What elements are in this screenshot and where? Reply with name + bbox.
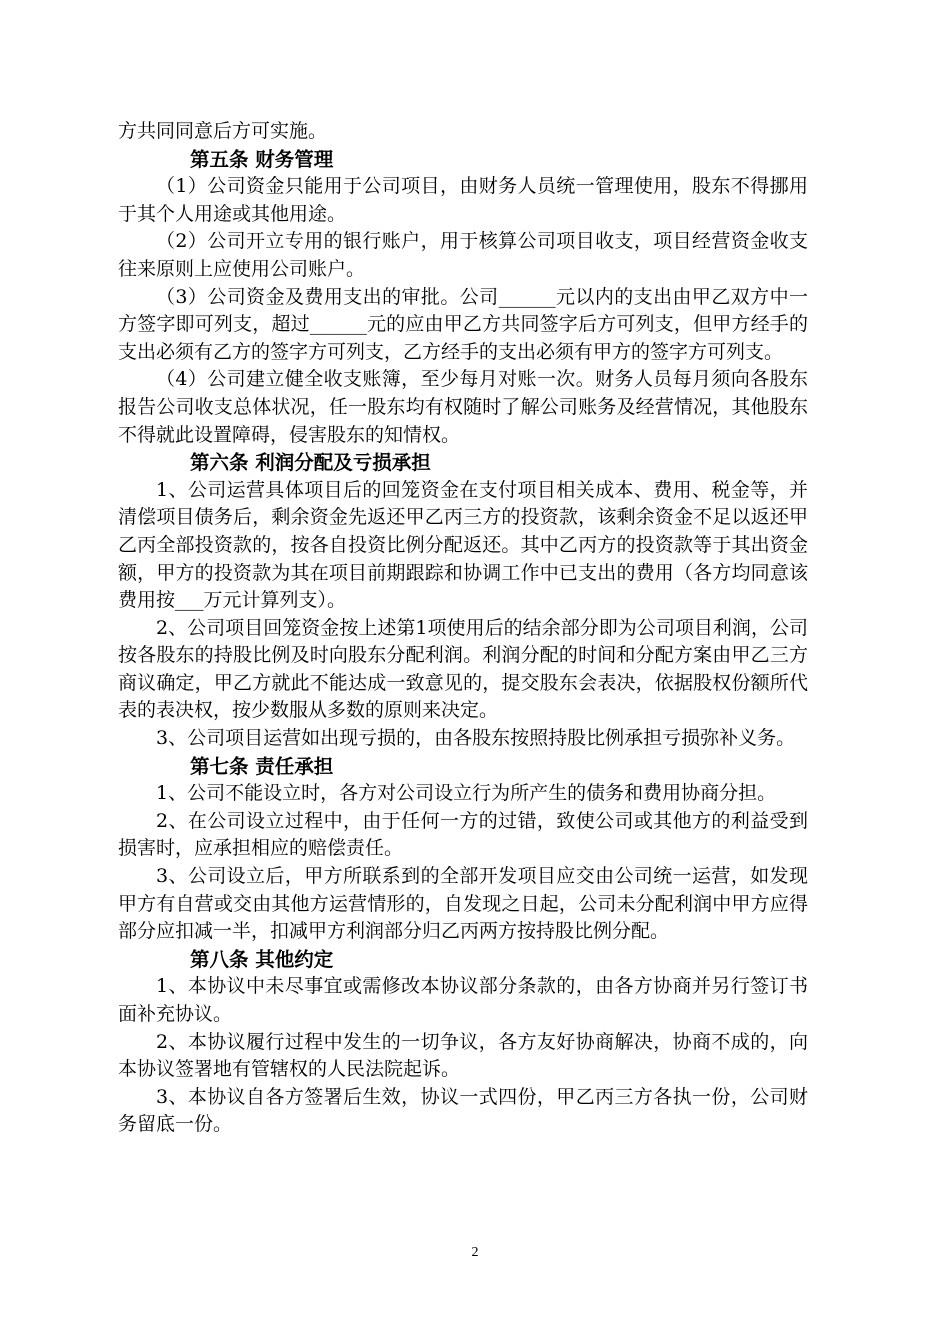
paragraph (118, 118, 808, 146)
paragraph (118, 477, 808, 615)
paragraph (118, 863, 808, 946)
paragraph-text: 2、公司项目回笼资金按上述第1项使用后的结余部分即为公司项目利润，公司按各股东的持股比例及时向股东分配利润。利润分配的时间和分配方案由甲乙三方商议确定，甲乙方就此不能达成一致意见的，提交股东会表决，依据股权份额所代表的表决权，按少数服从多数的原则来决定。 (118, 616, 808, 722)
paragraph (118, 228, 808, 283)
paragraph-text: 1、公司运营具体项目后的回笼资金在支付项目相关成本、费用、税金等，并清偿项目债务后，剩余资金先返还甲乙丙三方的投资款，该剩余资金不足以返还甲乙丙全部投资款的，按各自投资比例分配返还。其中乙丙方的投资款等于其出资金额，甲方的投资款为其在项目前期跟踪和协调工作中已支出的费用（各方均同意该费用按___万元计算列支）。 (118, 478, 808, 612)
document-body (118, 118, 808, 1139)
paragraph (118, 366, 808, 449)
paragraph (118, 284, 808, 367)
paragraph-text: 3、公司项目运营如出现亏损的，由各股东按照持股比例承担亏损弥补义务。 (156, 727, 796, 750)
paragraph-text: 1、公司不能设立时，各方对公司设立行为所产生的债务和费用协商分担。 (156, 782, 777, 805)
paragraph (118, 973, 808, 1028)
paragraph-text: 3、公司设立后，甲方所联系到的全部开发项目应交由公司统一运营，如发现甲方有自营或交由其他方运营情形的，自发现之日起，公司未分配利润中甲方应得部分应扣减一半，扣减甲方利润部分归乙丙两方按持股比例分配。 (118, 865, 808, 943)
section-heading: 第八条 其他约定 (190, 947, 334, 971)
paragraph-text: 1、本协议中未尽事宜或需修改本协议部分条款的，由各方协商并另行签订书面补充协议。 (118, 975, 808, 1025)
paragraph (118, 615, 808, 725)
paragraph-text: （4）公司建立健全收支账簿，至少每月对账一次。财务人员每月须向各股东报告公司收支总体状况，任一股东均有权随时了解公司账务及经营情况，其他股东不得就此设置障碍，侵害股东的知情权。 (118, 368, 808, 446)
section-heading: 第五条 财务管理 (190, 147, 334, 171)
paragraph-text: 2、本协议履行过程中发生的一切争议，各方友好协商解决，协商不成的，向本协议签署地有管辖权的人民法院起诉。 (118, 1030, 808, 1081)
paragraph-text: （3）公司资金及费用支出的审批。公司______元以内的支出由甲乙双方中一方签字即可列支，超过______元的应由甲乙方共同签字后方可列支，但甲方经手的支出必须有乙方的签字方可列支，乙方经手的支出必须有甲方的签字方可列支。 (118, 285, 808, 363)
paragraph-text: （1）公司资金只能用于公司项目，由财务人员统一管理使用，股东不得挪用于其个人用途或其他用途。 (118, 175, 808, 225)
paragraph-text: 方共同同意后方可实施。 (118, 120, 328, 142)
paragraph (118, 173, 808, 228)
page-number: 2 (471, 1245, 479, 1260)
paragraph (118, 780, 808, 808)
paragraph-text: （2）公司开立专用的银行账户，用于核算公司项目收支，项目经营资金收支往来原则上应使用公司账户。 (118, 230, 808, 280)
paragraph-text: 2、在公司设立过程中，由于任何一方的过错，致使公司或其他方的利益受到损害时，应承担相应的赔偿责任。 (118, 809, 808, 860)
section-heading: 第七条 责任承担 (190, 754, 334, 778)
paragraph (118, 1029, 808, 1084)
paragraph (118, 725, 808, 753)
paragraph (118, 808, 808, 863)
paragraph (118, 1084, 808, 1139)
section-heading: 第六条 利润分配及亏损承担 (190, 451, 431, 475)
paragraph-text: 3、本协议自各方签署后生效，协议一式四份，甲乙丙三方各执一份，公司财务留底一份。 (118, 1085, 808, 1136)
